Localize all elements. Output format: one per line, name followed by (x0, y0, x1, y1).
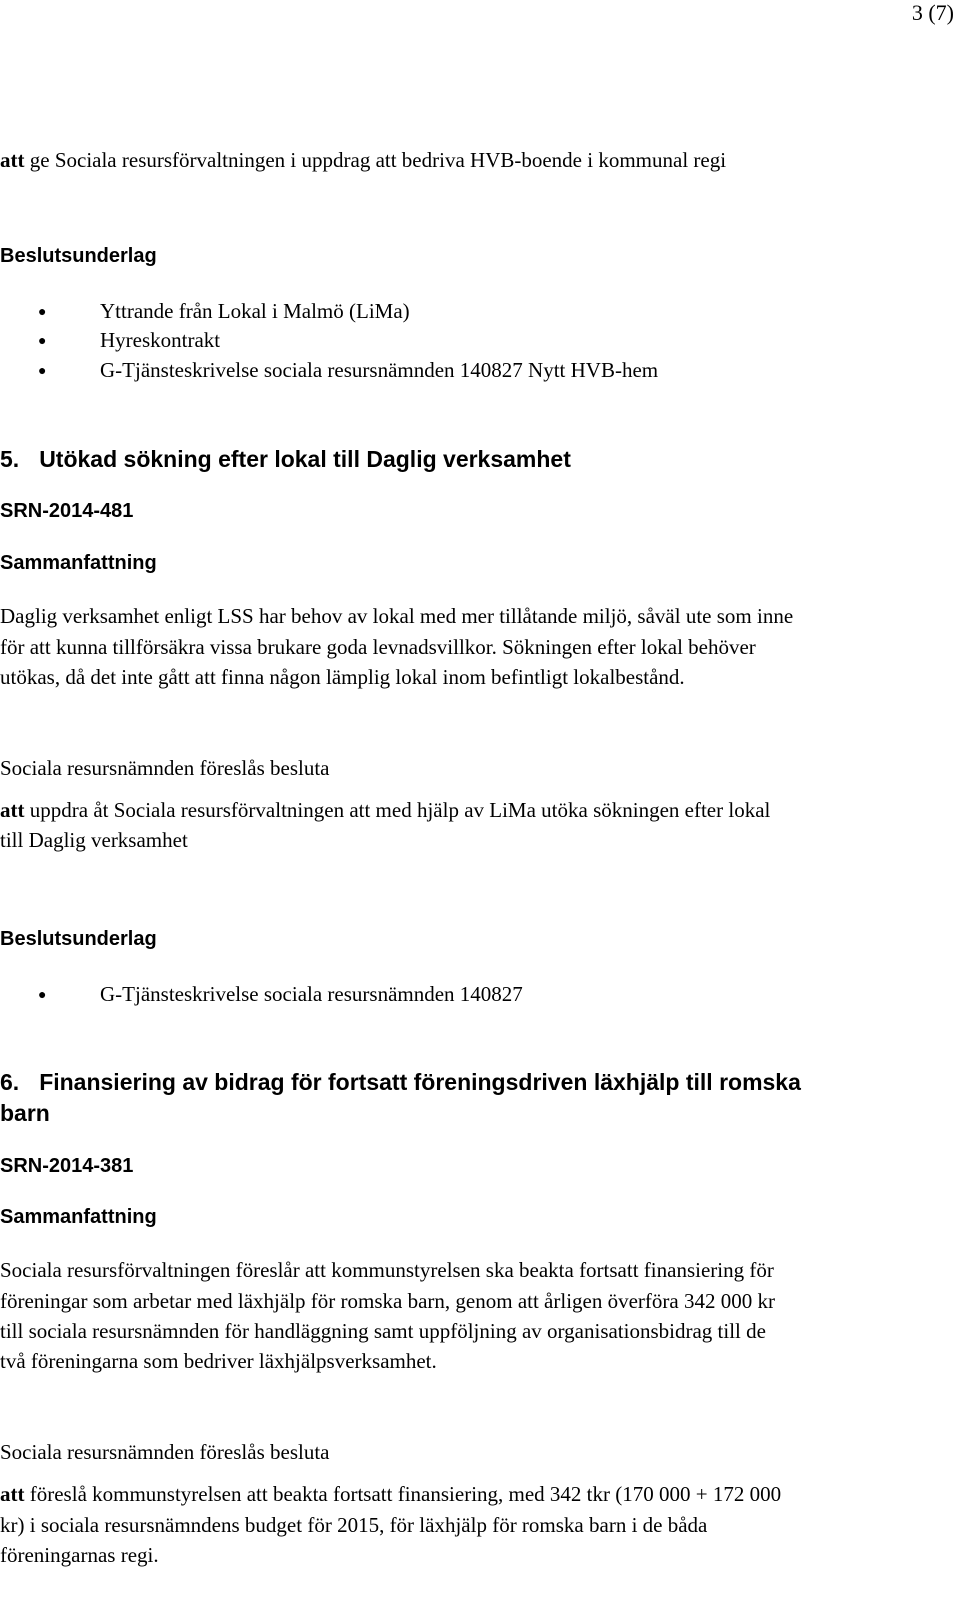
summary-line: Daglig verksamhet enligt LSS har behov av lokal med mer tillåtande miljö, såväl ute som inne (0, 604, 794, 628)
summary-line: för att kunna tillförsäkra vissa brukare goda levnadsvillkor. Sökningen efter lokal behöver (0, 635, 756, 659)
case-number: SRN-2014-381 (0, 1155, 134, 1177)
section-title-cont: barn (0, 1100, 50, 1126)
summary-heading: Sammanfattning (0, 1206, 157, 1228)
att-word: att (0, 798, 25, 822)
decision-text: föreslå kommunstyrelsen att beakta fortsatt finansiering, med 342 tkr (170 000 + 172 000 (24, 1482, 782, 1506)
proposal-heading: Sociala resursnämnden föreslås besluta (0, 756, 330, 780)
list-item: G-Tjänsteskrivelse sociala resursnämnden 140827 (100, 982, 523, 1006)
decision-line: föreningarnas regi. (0, 1543, 159, 1567)
summary-line: till sociala resursnämnden för handläggning samt uppföljning av organisationsbidrag till de (0, 1319, 766, 1343)
section-title: Utökad sökning efter lokal till Daglig verksamhet (39, 446, 571, 472)
section-heading (0, 1069, 801, 1096)
section-number: 6. (0, 1069, 20, 1095)
section-title: Finansiering av bidrag för fortsatt föreningsdriven läxhjälp till romska (39, 1069, 801, 1095)
att-word: att (0, 1482, 25, 1506)
bullet-icon: ● (38, 334, 47, 349)
decision-line (0, 1479, 781, 1509)
summary-line: två föreningarna som bedriver läxhjälpsverksamhet. (0, 1349, 437, 1373)
decision-line (0, 795, 770, 825)
list-item: Hyreskontrakt (100, 328, 221, 352)
att-word: att (0, 148, 25, 172)
section-heading (0, 446, 571, 473)
decision-text: uppdra åt Sociala resursförvaltningen att med hjälp av LiMa utöka sökningen efter lokal (24, 798, 771, 822)
case-number: SRN-2014-481 (0, 500, 134, 522)
list-item: G-Tjänsteskrivelse sociala resursnämnden 140827 Nytt HVB-hem (100, 358, 659, 382)
summary-line: Sociala resursförvaltningen föreslår att kommunstyrelsen ska beakta fortsatt finansiering för (0, 1258, 774, 1282)
decision-line (0, 145, 726, 175)
bullet-icon: ● (38, 305, 47, 320)
decision-text: ge Sociala resursförvaltningen i uppdrag att bedriva HVB-boende i kommunal regi (24, 148, 727, 172)
page-number: 3 (7) (911, 0, 954, 25)
bullet-icon: ● (38, 988, 47, 1003)
summary-line: föreningar som arbetar med läxhjälp för romska barn, genom att årligen överföra 342 000 kr (0, 1289, 775, 1313)
underlag-heading: Beslutsunderlag (0, 245, 157, 267)
section-number: 5. (0, 446, 20, 472)
decision-line: kr) i sociala resursnämndens budget för 2015, för läxhjälp för romska barn i de båda (0, 1513, 708, 1537)
proposal-heading: Sociala resursnämnden föreslås besluta (0, 1440, 330, 1464)
underlag-heading: Beslutsunderlag (0, 928, 157, 950)
list-item: Yttrande från Lokal i Malmö (LiMa) (100, 299, 410, 323)
summary-line: utökas, då det inte gått att finna någon lämplig lokal inom befintligt lokalbestånd. (0, 665, 685, 689)
summary-heading: Sammanfattning (0, 552, 157, 574)
bullet-icon: ● (38, 364, 47, 379)
decision-line: till Daglig verksamhet (0, 828, 188, 852)
